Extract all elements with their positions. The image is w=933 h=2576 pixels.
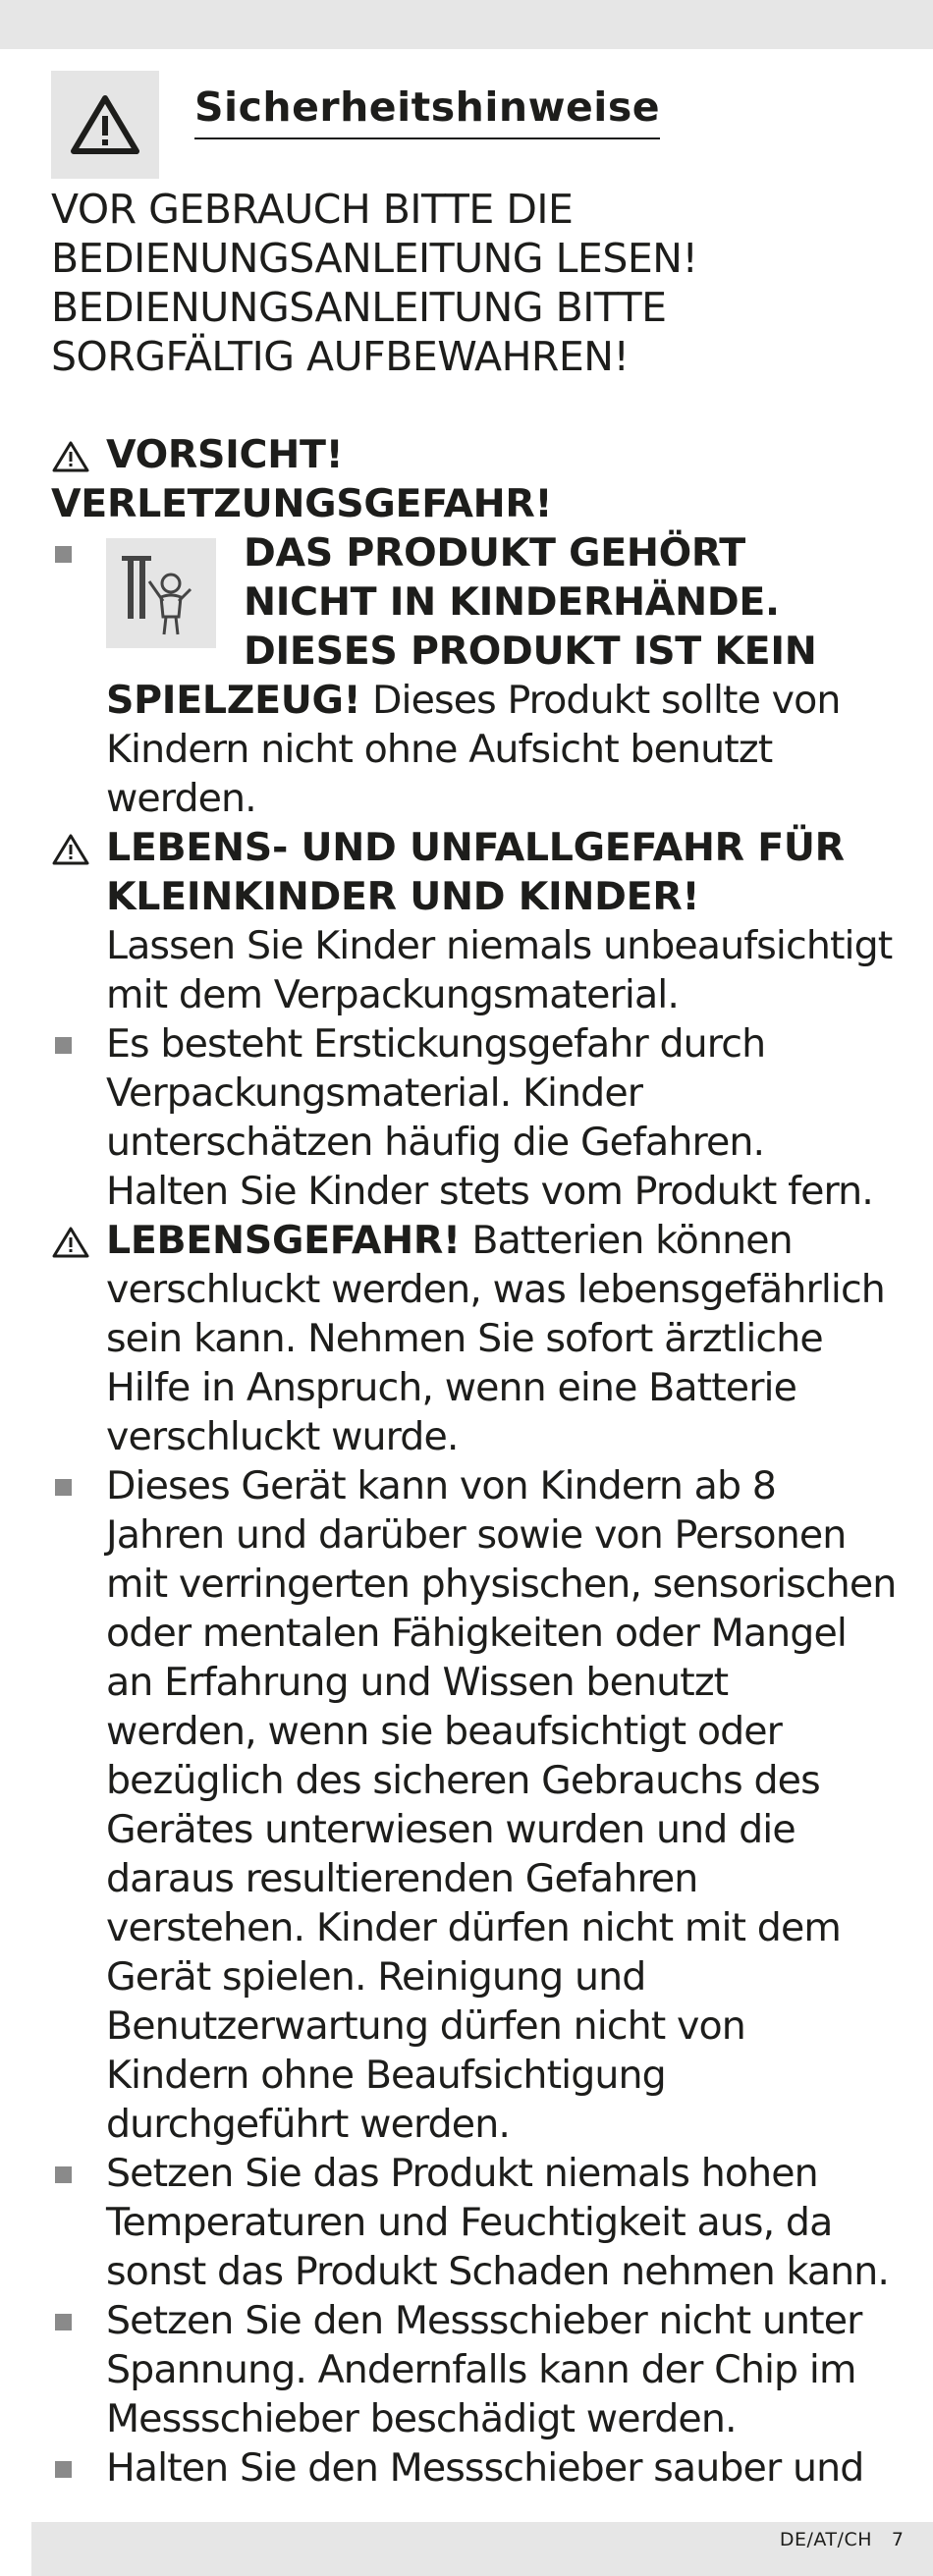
device-usage-line: Dieses Gerät kann von Kindern ab 8	[106, 1463, 777, 1508]
clean-item	[51, 2443, 896, 2493]
intro-line: BEDIENUNGSANLEITUNG LESEN!	[51, 235, 698, 282]
battery-warning	[51, 1216, 896, 1265]
suffocation-line: Verpackungsmaterial. Kinder	[106, 1070, 643, 1116]
bottom-bar-corner	[0, 2522, 31, 2576]
battery-tail: Batterien können	[460, 1218, 793, 1263]
device-usage-line: an Erfahrung und Wissen benutzt	[106, 1660, 729, 1705]
suffocation-line: unterschätzen häufig die Gefahren.	[106, 1120, 765, 1165]
caution-line: VERLETZUNGSGEFAHR!	[51, 481, 553, 526]
bullet-marker	[55, 1037, 72, 1054]
bullet-marker	[55, 2166, 72, 2183]
battery-line: Hilfe in Anspruch, wenn eine Batterie	[106, 1365, 797, 1410]
device-usage-line: bezüglich des sicheren Gebrauchs des	[106, 1758, 820, 1803]
footer-region: DE/AT/CH	[779, 2529, 872, 2550]
temperature-line: sonst das Produkt Schaden nehmen kann.	[106, 2249, 890, 2294]
intro-line: BEDIENUNGSANLEITUNG BITTE	[51, 284, 667, 331]
bullet-marker	[55, 1479, 72, 1496]
intro-line: VOR GEBRAUCH BITTE DIE	[51, 186, 574, 233]
battery-line: verschluckt wurde.	[106, 1414, 459, 1459]
life-danger-text: mit dem Verpackungsmaterial.	[106, 972, 679, 1017]
voltage-line: Setzen Sie den Messschieber nicht unter	[106, 2298, 862, 2343]
device-usage-line: verstehen. Kinder dürfen nicht mit dem	[106, 1905, 841, 1950]
device-usage-line: Jahren und darüber sowie von Personen	[106, 1512, 847, 1558]
device-usage-line: Benutzerwartung dürfen nicht von	[106, 2003, 745, 2049]
voltage-line: Messschieber beschädigt werden.	[106, 2396, 737, 2441]
life-danger-line: LEBENS- UND UNFALLGEFAHR FÜR	[106, 825, 845, 870]
device-usage-line: daraus resultierenden Gefahren	[106, 1856, 698, 1901]
voltage-item	[51, 2296, 896, 2345]
device-usage-line: durchgeführt werden.	[106, 2102, 510, 2147]
child-warning-text	[51, 676, 896, 725]
voltage-line: Spannung. Andernfalls kann der Chip im	[106, 2347, 856, 2392]
device-usage-item	[51, 1461, 896, 1510]
life-danger-heading	[51, 823, 896, 872]
life-danger-text: Lassen Sie Kinder niemals unbeaufsichtigt	[106, 923, 893, 968]
device-usage-line: mit verringerten physischen, sensorischen	[106, 1562, 897, 1607]
bullet-marker	[55, 2461, 72, 2478]
clean-line: Halten Sie den Messschieber sauber und	[106, 2445, 864, 2491]
device-usage-line: werden, wenn sie beaufsichtigt oder	[106, 1709, 783, 1754]
battery-heading: LEBENSGEFAHR!	[106, 1218, 461, 1263]
child-warning-icon	[106, 538, 216, 648]
child-warning-line: DAS PRODUKT GEHÖRT	[244, 530, 745, 575]
child-warning-text: werden.	[106, 776, 256, 821]
toy-warning-tail: Dieses Produkt sollte von	[360, 678, 841, 723]
warning-triangle-icon	[51, 71, 159, 179]
device-usage-line: Gerät spielen. Reinigung und	[106, 1954, 646, 2000]
child-warning-line: DIESES PRODUKT IST KEIN	[244, 629, 817, 674]
device-usage-line: Gerätes unterwiesen wurden und die	[106, 1807, 796, 1852]
safety-content	[51, 430, 896, 2493]
battery-line: sein kann. Nehmen Sie sofort ärztliche	[106, 1316, 823, 1361]
intro-notice	[51, 185, 896, 381]
intro-line: SORGFÄLTIG AUFBEWAHREN!	[51, 333, 630, 380]
life-danger-line: KLEINKINDER UND KINDER!	[106, 874, 700, 919]
child-warning-line: NICHT IN KINDERHÄNDE.	[244, 579, 780, 625]
temperature-item	[51, 2149, 896, 2198]
suffocation-line: Es besteht Erstickungsgefahr durch	[106, 1021, 766, 1067]
device-usage-line: Kindern ohne Beaufsichtigung	[106, 2053, 666, 2098]
warning-icon	[51, 440, 90, 473]
device-usage-line: oder mentalen Fähigkeiten oder Mangel	[106, 1611, 847, 1656]
caution-heading	[51, 430, 896, 479]
caution-line: VORSICHT!	[106, 432, 344, 477]
suffocation-item	[51, 1019, 896, 1069]
bullet-marker	[55, 2314, 72, 2330]
toy-warning: SPIELZEUG!	[106, 678, 361, 723]
child-warning	[51, 528, 896, 676]
suffocation-line: Halten Sie Kinder stets vom Produkt fern.	[106, 1169, 873, 1214]
page-number: 7	[891, 2529, 904, 2550]
battery-line	[51, 1216, 896, 1265]
child-warning-text: Kindern nicht ohne Aufsicht benutzt	[106, 727, 773, 772]
battery-line: verschluckt werden, was lebensgefährlich	[106, 1267, 885, 1312]
top-bar	[0, 0, 933, 49]
page-title: Sicherheitshinweise	[194, 82, 660, 139]
temperature-line: Setzen Sie das Produkt niemals hohen	[106, 2151, 818, 2196]
warning-icon	[51, 1226, 90, 1259]
bullet-marker	[55, 546, 72, 563]
temperature-line: Temperaturen und Feuchtigkeit aus, da	[106, 2200, 833, 2245]
warning-icon	[51, 833, 90, 866]
